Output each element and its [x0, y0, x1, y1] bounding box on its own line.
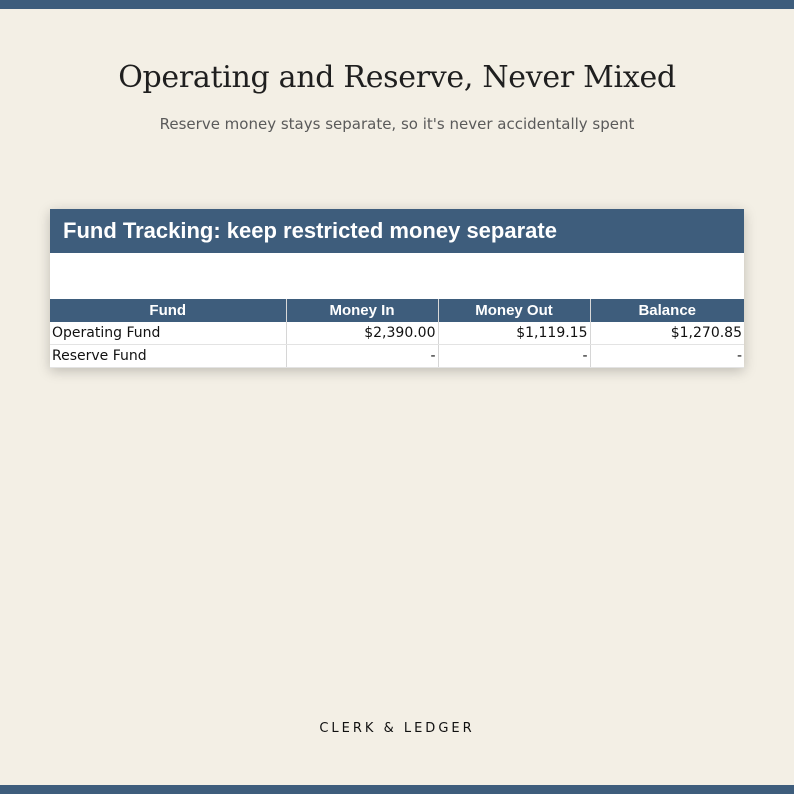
spreadsheet-card: [50, 209, 744, 368]
cell-balance[interactable]: -: [590, 345, 744, 368]
cell-money-out[interactable]: $1,119.15: [438, 322, 590, 345]
top-accent-bar: [0, 0, 794, 9]
sheet-header: Fund Tracking: keep restricted money separate: [50, 209, 744, 253]
table-row: [50, 345, 744, 368]
cell-fund-name[interactable]: Operating Fund: [50, 322, 286, 345]
column-header-money-out[interactable]: Money Out: [438, 299, 590, 322]
column-header-fund[interactable]: Fund: [50, 299, 286, 322]
table-row: [50, 322, 744, 345]
page-title: Operating and Reserve, Never Mixed: [118, 60, 676, 95]
cell-money-out[interactable]: -: [438, 345, 590, 368]
cell-money-in[interactable]: $2,390.00: [286, 322, 438, 345]
cell-money-in[interactable]: -: [286, 345, 438, 368]
cell-fund-name[interactable]: Reserve Fund: [50, 345, 286, 368]
fund-table: [50, 299, 744, 368]
column-header-balance[interactable]: Balance: [590, 299, 744, 322]
column-header-money-in[interactable]: Money In: [286, 299, 438, 322]
table-header-row: [50, 299, 744, 322]
page-subtitle: Reserve money stays separate, so it's never accidentally spent: [159, 115, 635, 133]
cell-balance[interactable]: $1,270.85: [590, 322, 744, 345]
brand-footer: CLERK & LEDGER: [319, 721, 475, 736]
bottom-accent-bar: [0, 785, 794, 794]
